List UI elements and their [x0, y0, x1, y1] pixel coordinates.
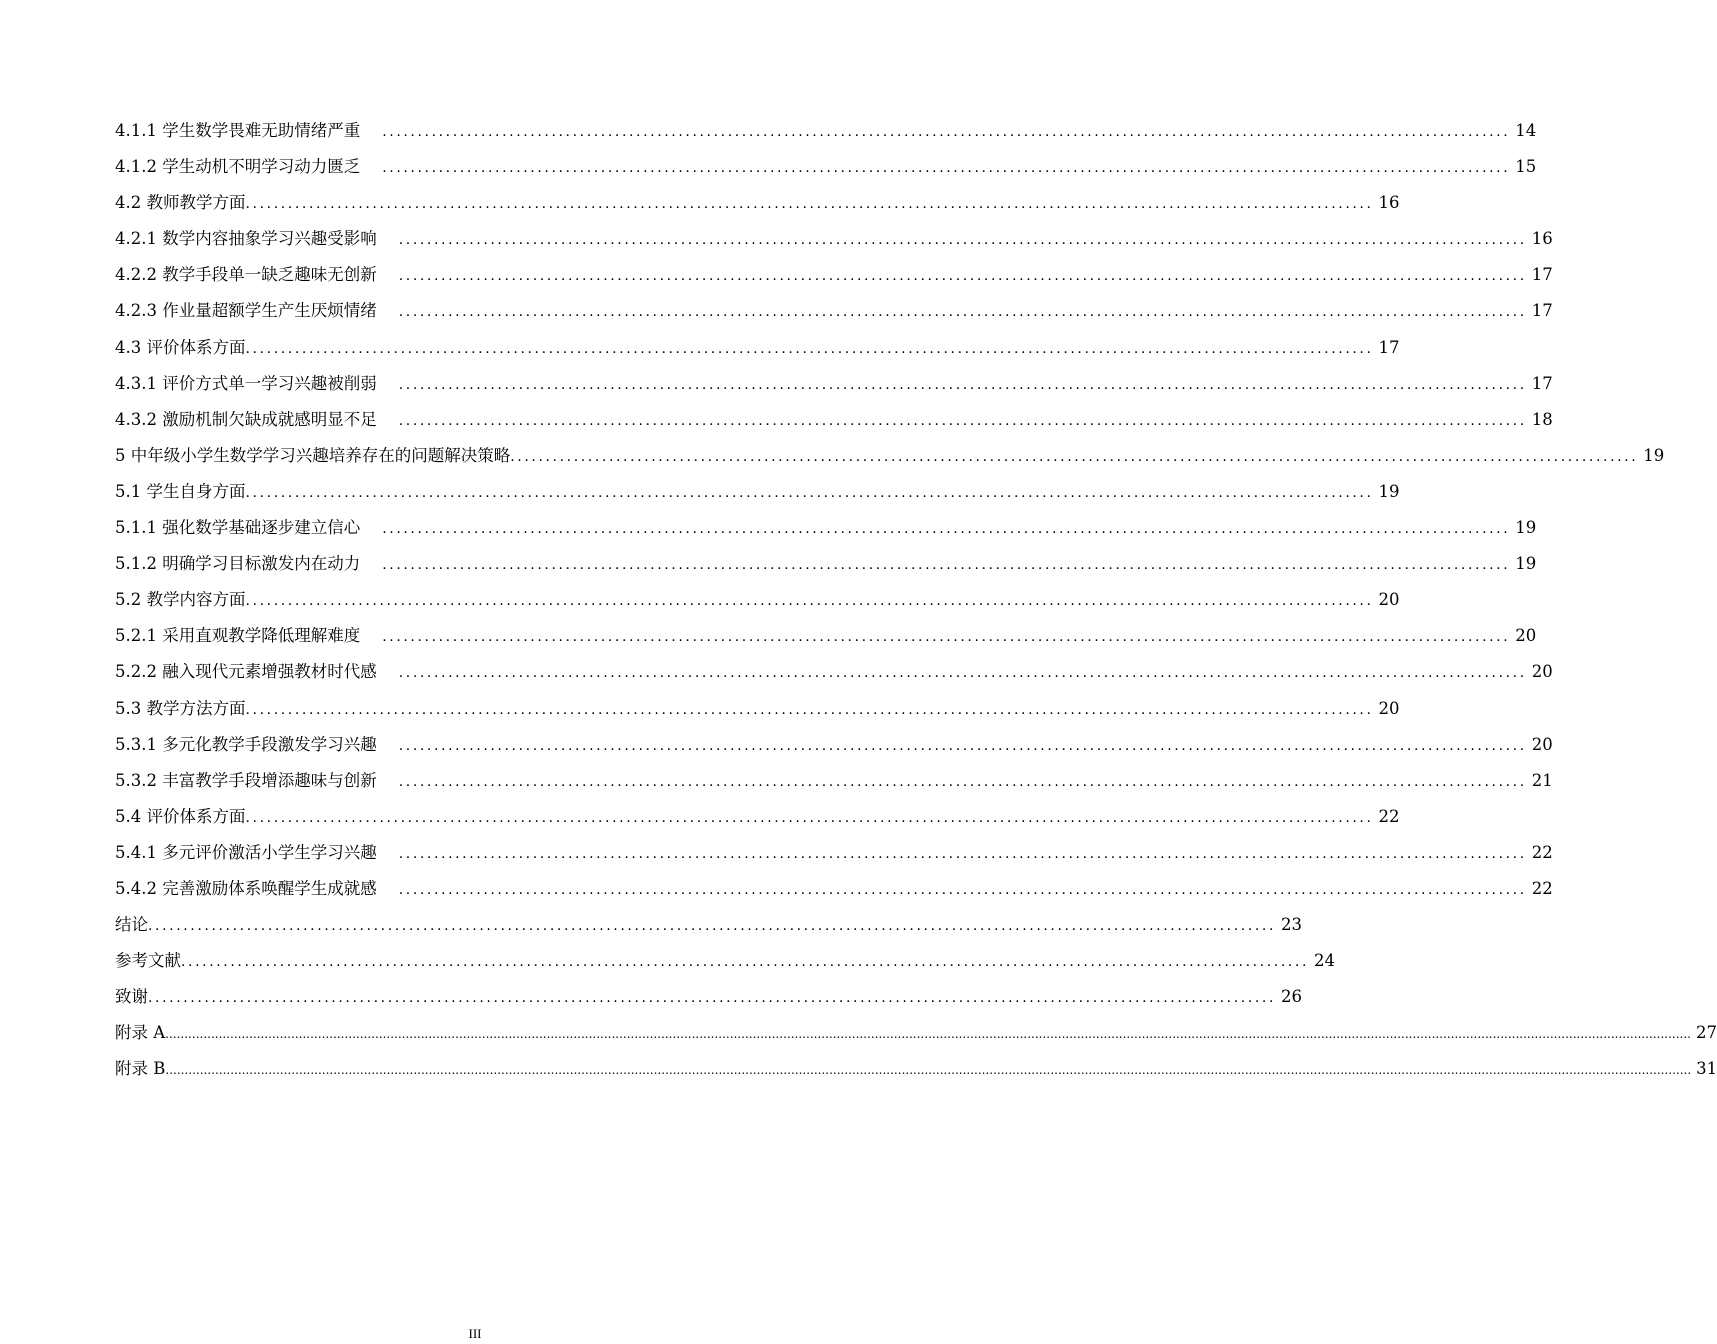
- toc-page-number: 22: [1531, 842, 1553, 862]
- toc-dot-leader: ................................................................................................................................................................: [398, 881, 1527, 898]
- toc-entry-label: 5.3.2 丰富教学手段增添趣味与创新: [115, 770, 377, 790]
- toc-dot-leader: ................................................................................................................................................................: [398, 845, 1527, 862]
- toc-entry-label: 4.1.2 学生动机不明学习动力匮乏: [115, 157, 361, 177]
- toc-entry-label: 4.3.1 评价方式单一学习兴趣被削弱: [115, 373, 377, 393]
- toc-dot-leader: ................................................................................................................................................................: [382, 124, 1511, 140]
- toc-entry[interactable]: [115, 799, 1400, 835]
- toc-page-number: 20: [1531, 734, 1553, 754]
- toc-page-number: 24: [1314, 951, 1336, 971]
- toc-entry[interactable]: [115, 618, 1537, 654]
- toc-page-number: 31: [1696, 1059, 1717, 1079]
- toc-page-number: 23: [1281, 915, 1303, 935]
- toc-dot-leader: ................................................................................................................................................................................................................................................................................................................................................................................................................: [165, 1027, 1691, 1042]
- toc-entry-label: 4.2.1 数学内容抽象学习兴趣受影响: [115, 229, 377, 249]
- toc-page-number: 16: [1378, 193, 1400, 213]
- toc-entry-label: 4.3 评价体系方面: [115, 337, 246, 357]
- toc-dot-leader: ................................................................................................................................................................: [382, 629, 1511, 646]
- toc-entry[interactable]: [115, 402, 1553, 438]
- toc-page-number: 18: [1531, 409, 1553, 429]
- toc-entry[interactable]: [115, 1051, 1717, 1087]
- toc-entry[interactable]: [115, 979, 1303, 1015]
- toc-entry-label: 5.1.1 强化数学基础逐步建立信心: [115, 518, 361, 538]
- toc-entry-label: 致谢: [115, 987, 148, 1007]
- toc-entry-label: 5.2.2 融入现代元素增强教材时代感: [115, 662, 377, 682]
- toc-entry[interactable]: [115, 691, 1400, 727]
- toc-dot-leader: ................................................................................................................................................................: [245, 809, 1374, 826]
- toc-dot-leader: ................................................................................................................................................................: [245, 340, 1374, 357]
- toc-entry[interactable]: [115, 221, 1553, 257]
- toc-entry[interactable]: [115, 1015, 1717, 1051]
- toc-entry-label: 5.1 学生自身方面: [115, 481, 246, 501]
- toc-page-number: 20: [1531, 662, 1553, 682]
- toc-dot-leader: ................................................................................................................................................................................................................................................................................................................................................................................................................: [165, 1063, 1692, 1078]
- toc-entry-label: 5.4.1 多元评价激活小学生学习兴趣: [115, 842, 377, 862]
- toc-entry[interactable]: [115, 907, 1303, 943]
- toc-dot-leader: ................................................................................................................................................................: [398, 412, 1527, 429]
- toc-page-number: 20: [1378, 590, 1400, 610]
- toc-entry[interactable]: [115, 293, 1553, 329]
- toc-entry[interactable]: [115, 366, 1553, 402]
- toc-entry[interactable]: [115, 727, 1553, 763]
- toc-entry[interactable]: [115, 546, 1537, 582]
- toc-entry-label: 结论: [115, 915, 148, 935]
- toc-dot-leader: ................................................................................................................................................................: [398, 268, 1527, 285]
- toc-dot-leader: ................................................................................................................................................................: [382, 521, 1511, 538]
- toc-dot-leader: ................................................................................................................................................................: [398, 737, 1527, 754]
- toc-dot-leader: ................................................................................................................................................................: [181, 954, 1310, 971]
- toc-entry-label: 5.1.2 明确学习目标激发内在动力: [115, 554, 361, 574]
- toc-entry[interactable]: [115, 871, 1553, 907]
- toc-page-number: 14: [1515, 121, 1537, 140]
- toc-page-number: 16: [1531, 229, 1553, 249]
- toc-page-number: 17: [1378, 337, 1400, 357]
- toc-entry[interactable]: [115, 149, 1537, 185]
- toc-page-number: 19: [1515, 554, 1537, 574]
- toc-entry-label: 5.4.2 完善激励体系唤醒学生成就感: [115, 878, 377, 898]
- toc-dot-leader: ................................................................................................................................................................: [382, 557, 1511, 574]
- toc-entry[interactable]: [115, 943, 1336, 979]
- toc-dot-leader: ................................................................................................................................................................: [398, 304, 1527, 321]
- toc-dot-leader: ................................................................................................................................................................: [148, 918, 1277, 935]
- toc-page-number: 26: [1281, 987, 1303, 1007]
- toc-entry-label: 4.2 教师教学方面: [115, 193, 246, 213]
- toc-entry[interactable]: [115, 654, 1553, 690]
- toc-entry[interactable]: [115, 763, 1553, 799]
- toc-dot-leader: ................................................................................................................................................................: [398, 773, 1527, 790]
- toc-dot-leader: ................................................................................................................................................................: [245, 196, 1374, 213]
- toc-entry-label: 5.3 教学方法方面: [115, 698, 246, 718]
- toc-dot-leader: ................................................................................................................................................................: [245, 701, 1374, 718]
- toc-page-number: 20: [1515, 626, 1537, 646]
- toc-entry[interactable]: [115, 113, 1537, 149]
- toc-dot-leader: ................................................................................................................................................................: [398, 665, 1527, 682]
- toc-entry-label: 5.3.1 多元化教学手段激发学习兴趣: [115, 734, 377, 754]
- toc-dot-leader: ................................................................................................................................................................: [510, 448, 1639, 465]
- toc-entry-label: 附录 B: [115, 1059, 166, 1079]
- toc-entry-label: 5.4 评价体系方面: [115, 806, 246, 826]
- toc-entry[interactable]: [115, 582, 1400, 618]
- toc-entry[interactable]: [115, 510, 1537, 546]
- toc-entry[interactable]: [115, 257, 1553, 293]
- toc-dot-leader: ................................................................................................................................................................: [245, 593, 1374, 610]
- toc-page-number: 17: [1531, 265, 1553, 285]
- table-of-contents: [115, 113, 1717, 1088]
- toc-page-number: 27: [1695, 1023, 1717, 1043]
- toc-page-number: 22: [1531, 878, 1553, 898]
- toc-entry-label: 5.2 教学内容方面: [115, 590, 246, 610]
- toc-entry-label: 4.2.2 教学手段单一缺乏趣味无创新: [115, 265, 377, 285]
- toc-page-number: 22: [1378, 806, 1400, 826]
- toc-entry[interactable]: [115, 474, 1400, 510]
- toc-page-number: 17: [1531, 301, 1553, 321]
- toc-entry[interactable]: [115, 835, 1553, 871]
- toc-page-number: 19: [1515, 518, 1537, 538]
- toc-entry[interactable]: [115, 185, 1400, 221]
- page-number-footer: III: [468, 1326, 482, 1341]
- toc-entry[interactable]: [115, 438, 1665, 474]
- toc-entry-label: 4.1.1 学生数学畏难无助情绪严重: [115, 121, 361, 140]
- toc-page-number: 15: [1515, 157, 1537, 177]
- toc-entry-label: 参考文献: [115, 951, 181, 971]
- toc-page-number: 21: [1531, 770, 1553, 790]
- toc-entry-label: 附录 A: [115, 1023, 166, 1043]
- toc-dot-leader: ................................................................................................................................................................: [148, 990, 1277, 1007]
- toc-dot-leader: ................................................................................................................................................................: [382, 160, 1511, 177]
- toc-entry-label: 5 中年级小学生数学学习兴趣培养存在的问题解决策略: [115, 445, 511, 465]
- toc-entry-label: 4.2.3 作业量超额学生产生厌烦情绪: [115, 301, 377, 321]
- toc-page-number: 19: [1378, 481, 1400, 501]
- toc-dot-leader: ................................................................................................................................................................: [398, 376, 1527, 393]
- toc-dot-leader: ................................................................................................................................................................: [245, 484, 1374, 501]
- toc-entry[interactable]: [115, 330, 1400, 366]
- toc-entry-label: 4.3.2 激励机制欠缺成就感明显不足: [115, 409, 377, 429]
- toc-page-number: 20: [1378, 698, 1400, 718]
- toc-page-number: 19: [1643, 445, 1665, 465]
- toc-entry-label: 5.2.1 采用直观教学降低理解难度: [115, 626, 361, 646]
- toc-page-number: 17: [1531, 373, 1553, 393]
- toc-dot-leader: ................................................................................................................................................................: [398, 232, 1527, 249]
